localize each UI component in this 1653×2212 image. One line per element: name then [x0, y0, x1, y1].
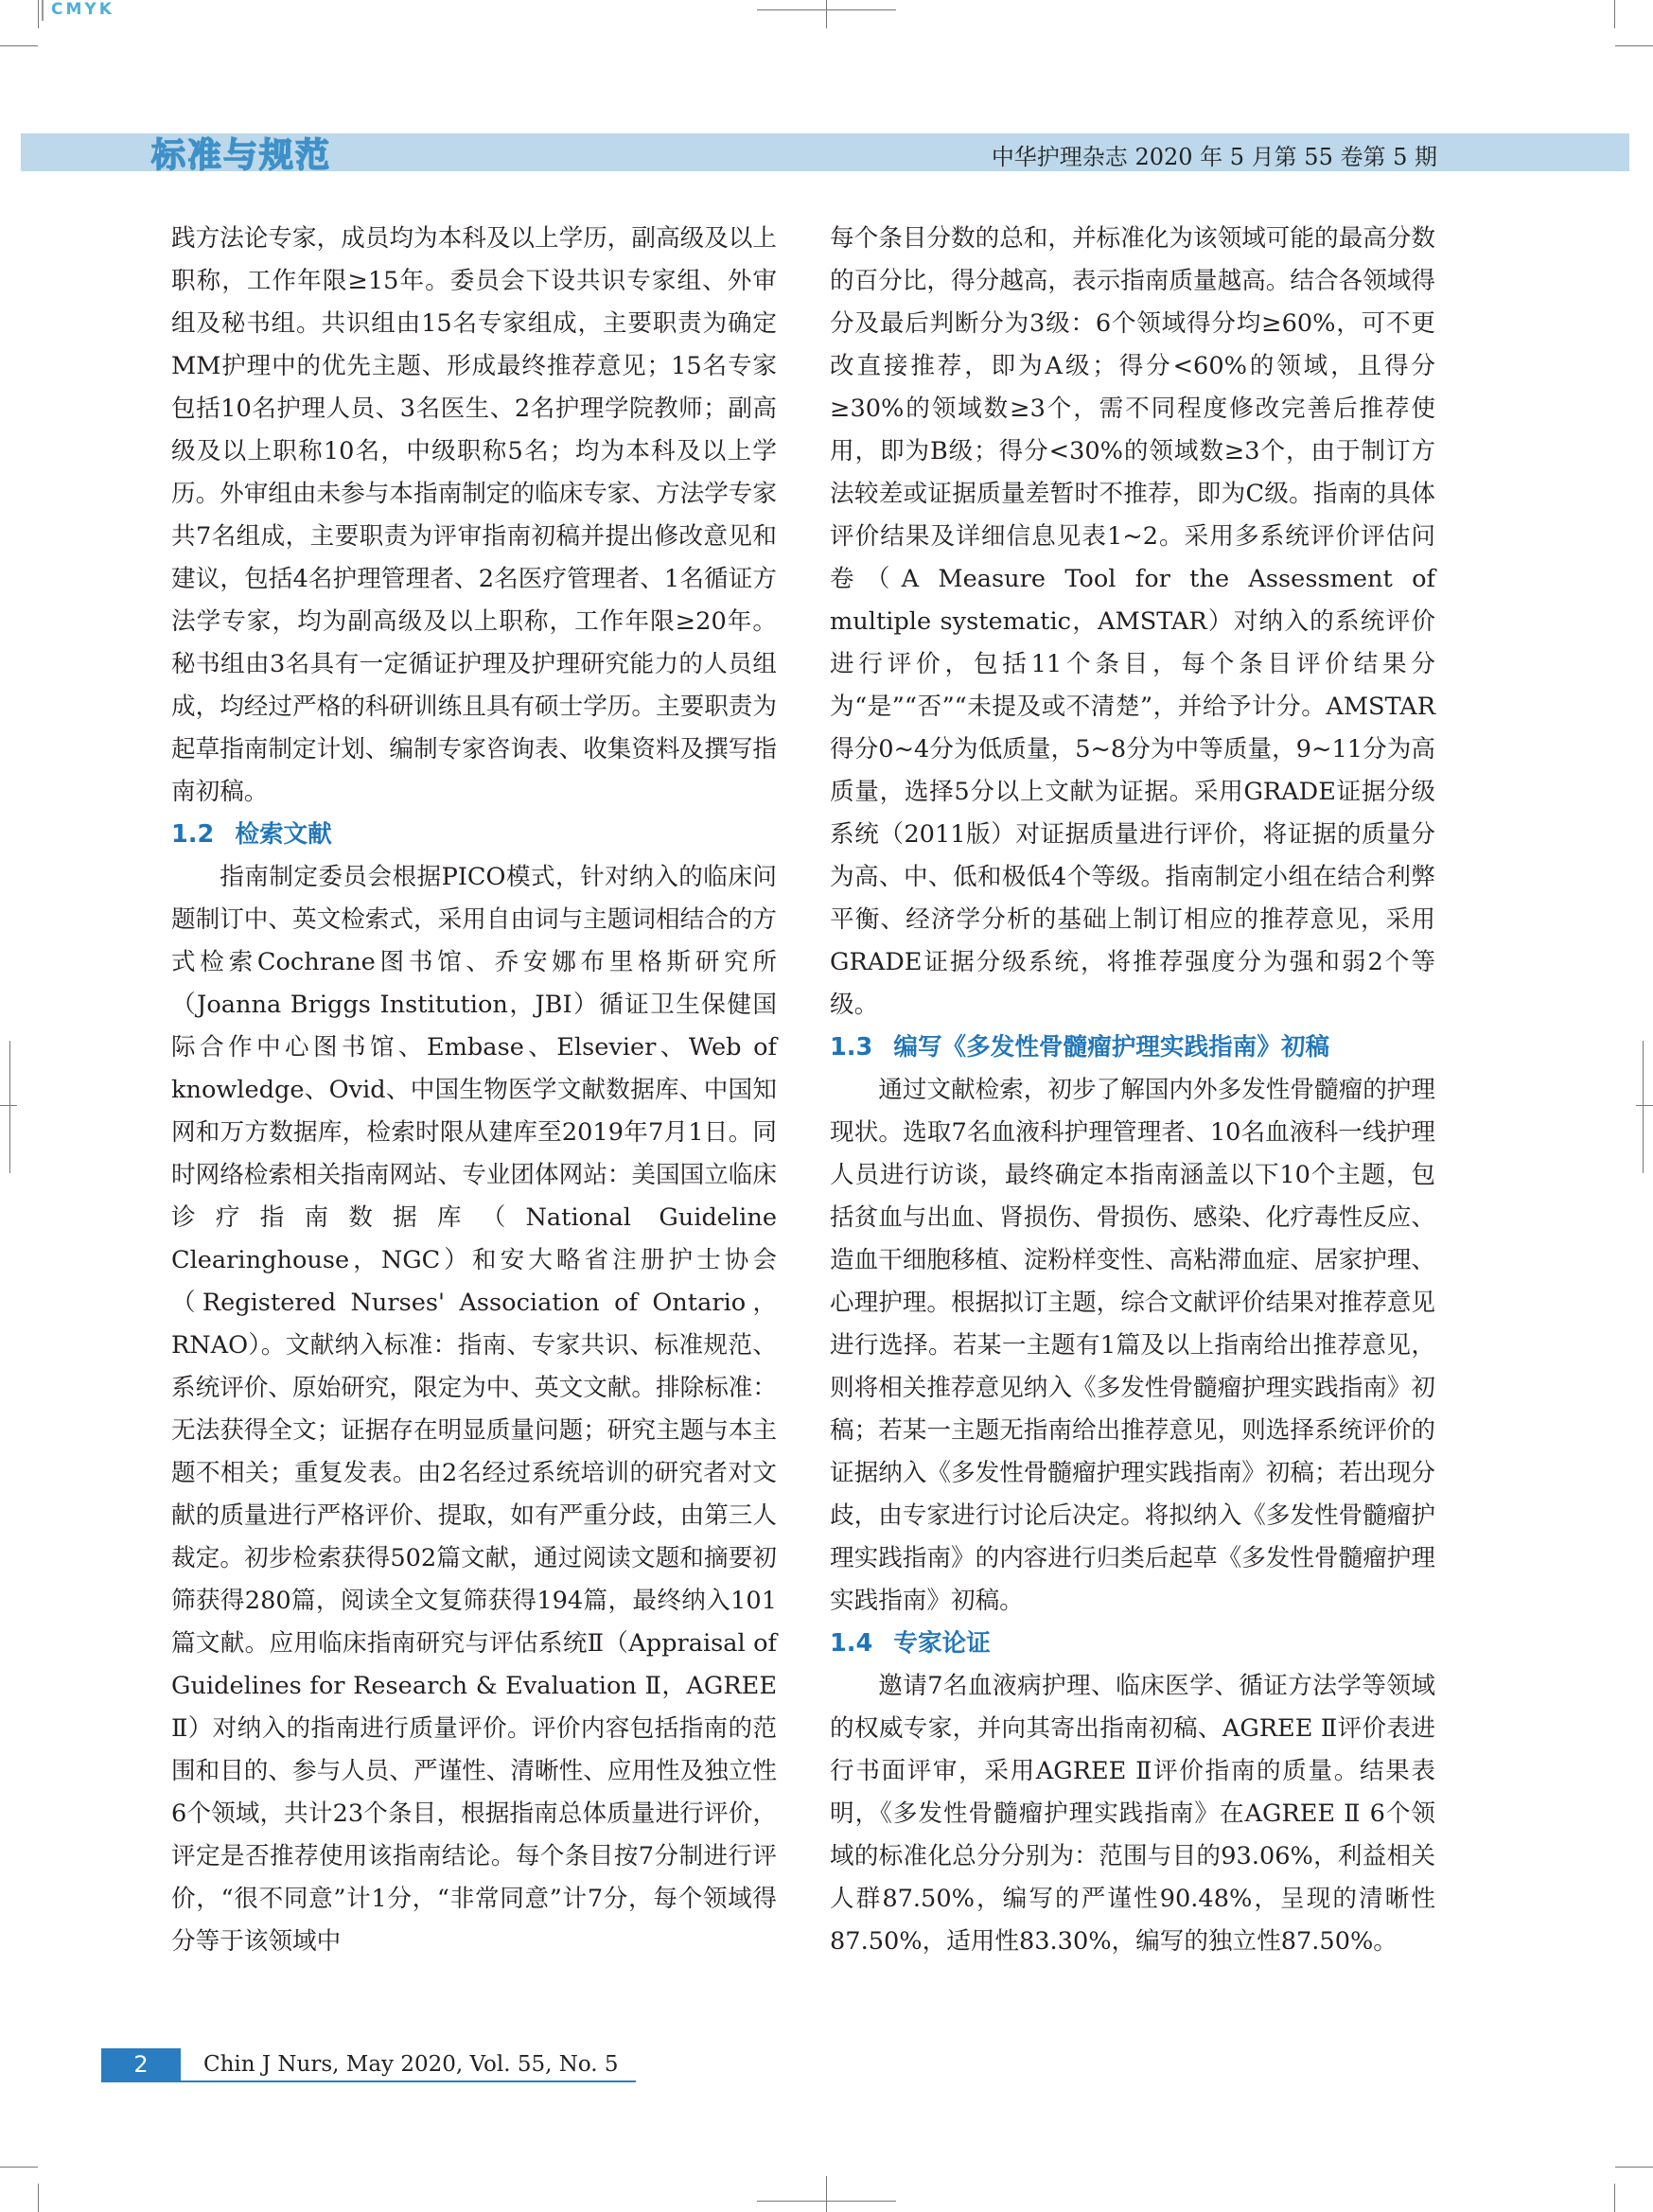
- footer-rule: [101, 2080, 636, 2082]
- cmyk-print-mark: CMYK: [42, 0, 114, 21]
- right-column: [830, 218, 1435, 1963]
- section-number: 1.2: [171, 820, 215, 849]
- section-title: 专家论证: [893, 1629, 991, 1658]
- left-column: [171, 218, 777, 1963]
- paragraph: 每个条目分数的总和，并标准化为该领域可能的最高分数的百分比，得分越高，表示指南质量越高。结合各领域得分及最后判断分为3级：6个领域得分均≥60%，可不更改直接推荐，即为A级；得分<60%的领域，且得分≥30%的领域数≥3个，需不同程度修改完善后推荐使用，即为B级；得分<30%的领域数≥3个，由于制订方法较差或证据质量差暂时不推荐，即为C级。指南的具体评价结果及详细信息见表1~2。采用多系统评价评估问卷（A Measure Tool for the Assessment of multiple systematic，AMSTAR）对纳入的系统评价进行评价，包括11个条目，每个条目评价结果分为“是”“否”“未提及或不清楚”，并给予计分。AMSTAR得分0~4分为低质量，5~8分为中等质量，9~11分为高质量，选择5分以上文献为证据。采用GRADE证据分级系统（2011版）对证据质量进行评价，将证据的质量分为高、中、低和极低4个等级。指南制定小组在结合利弊平衡、经济学分析的基础上制订相应的推荐意见，采用GRADE证据分级系统，将推荐强度分为强和弱2个等级。: [830, 224, 1435, 1019]
- crop-mark: [38, 0, 39, 28]
- crop-mark: [1614, 0, 1615, 28]
- registration-mark: [0, 1105, 17, 1106]
- registration-mark: [826, 2176, 827, 2212]
- section-heading: [830, 1027, 1435, 1069]
- crop-mark: [1614, 2184, 1615, 2212]
- section-heading: [830, 1623, 1435, 1665]
- section-title: 检索文献: [235, 820, 332, 849]
- paragraph: 通过文献检索，初步了解国内外多发性骨髓瘤的护理现状。选取7名血液科护理管理者、10名血液科一线护理人员进行访谈，最终确定本指南涵盖以下10个主题，包括贫血与出血、肾损伤、骨损伤、感染、化疗毒性反应、造血干细胞移植、淀粉样变性、高粘滞血症、居家护理、心理护理。根据拟订主题，综合文献评价结果对推荐意见进行选择。若某一主题有1篇及以上指南给出推荐意见，则将相关推荐意见纳入《多发性骨髓瘤护理实践指南》初稿；若某一主题无指南给出推荐意见，则选择系统评价的证据纳入《多发性骨髓瘤护理实践指南》初稿；若出现分歧，由专家进行讨论后决定。将拟纳入《多发性骨髓瘤护理实践指南》的内容进行归类后起草《多发性骨髓瘤护理实践指南》初稿。: [830, 1076, 1435, 1615]
- registration-mark: [1636, 1105, 1653, 1106]
- section-heading: [171, 814, 777, 856]
- section-number: 1.4: [830, 1629, 873, 1658]
- journal-info: 中华护理杂志 2020 年 5 月第 55 卷第 5 期: [991, 144, 1437, 170]
- registration-mark: [9, 1041, 10, 1173]
- section-label: 标准与规范: [151, 136, 332, 175]
- crop-mark: [0, 45, 38, 46]
- paragraph: 践方法论专家，成员均为本科及以上学历，副高级及以上职称，工作年限≥15年。委员会下设共识专家组、外审组及秘书组。共识组由15名专家组成，主要职责为确定MM护理中的优先主题、形成最终推荐意见；15名专家包括10名护理人员、3名医生、2名护理学院教师；副高级及以上职称10名，中级职称5名；均为本科及以上学历。外审组由未参与本指南制定的临床专家、方法学专家共7名组成，主要职责为评审指南初稿并提出修改意见和建议，包括4名护理管理者、2名医疗管理者、1名循证方法学专家，均为副高级及以上职称，工作年限≥20年。秘书组由3名具有一定循证护理及护理研究能力的人员组成，均经过严格的科研训练且具有硕士学历。主要职责为起草指南制定计划、编制专家咨询表、收集资料及撰写指南初稿。: [171, 224, 777, 806]
- crop-mark: [1615, 45, 1653, 46]
- crop-mark: [38, 2184, 39, 2212]
- registration-mark: [826, 0, 827, 28]
- footer-citation: Chin J Nurs, May 2020, Vol. 55, No. 5: [203, 2052, 619, 2077]
- section-title: 编写《多发性骨髓瘤护理实践指南》初稿: [893, 1033, 1330, 1062]
- crop-mark: [1615, 2167, 1653, 2168]
- paragraph: 指南制定委员会根据PICO模式，针对纳入的临床问题制订中、英文检索式，采用自由词与主题词相结合的方式检索Cochrane图书馆、乔安娜布里格斯研究所（Joanna Briggs Institution，JBI）循证卫生保健国际合作中心图书馆、Embase、Elsevier、Web of knowledge、Ovid、中国生物医学文献数据库、中国知网和万方数据库，检索时限从建库至2019年7月1日。同时网络检索相关指南网站、专业团体网站：美国国立临床诊疗指南数据库（National Guideline Clearinghouse，NGC）和安大略省注册护士协会（Registered Nurses' Association of Ontario，RNAO）。文献纳入标准：指南、专家共识、标准规范、系统评价、原始研究，限定为中、英文文献。排除标准：无法获得全文；证据存在明显质量问题；研究主题与本主题不相关；重复发表。由2名经过系统培训的研究者对文献的质量进行严格评价、提取，如有严重分歧，由第三人裁定。初步检索获得502篇文献，通过阅读文题和摘要初筛获得280篇，阅读全文复筛获得194篇，最终纳入101篇文献。应用临床指南研究与评估系统Ⅱ（Appraisal of Guidelines for Research & Evaluation Ⅱ，AGREE Ⅱ）对纳入的指南进行质量评价。评价内容包括指南的范围和目的、参与人员、严谨性、清晰性、应用性及独立性6个领域，共计23个条目，根据指南总体质量进行评价，评定是否推荐使用该指南结论。每个条目按7分制进行评价，“很不同意”计1分，“非常同意”计7分，每个领域得分等于该领域中: [171, 863, 777, 1956]
- section-number: 1.3: [830, 1033, 873, 1062]
- crop-mark: [0, 2167, 38, 2168]
- registration-mark: [1643, 1041, 1644, 1173]
- paragraph: 邀请7名血液病护理、临床医学、循证方法学等领域的权威专家，并向其寄出指南初稿、AGREE Ⅱ评价表进行书面评审，采用AGREE Ⅱ评价指南的质量。结果表明，《多发性骨髓瘤护理实践指南》在AGREE Ⅱ 6个领域的标准化总分分别为：范围与目的93.06%，利益相关人群87.50%，编写的严谨性90.48%，呈现的清晰性87.50%，适用性83.30%，编写的独立性87.50%。: [830, 1672, 1435, 1956]
- page-number: 2: [101, 2048, 181, 2080]
